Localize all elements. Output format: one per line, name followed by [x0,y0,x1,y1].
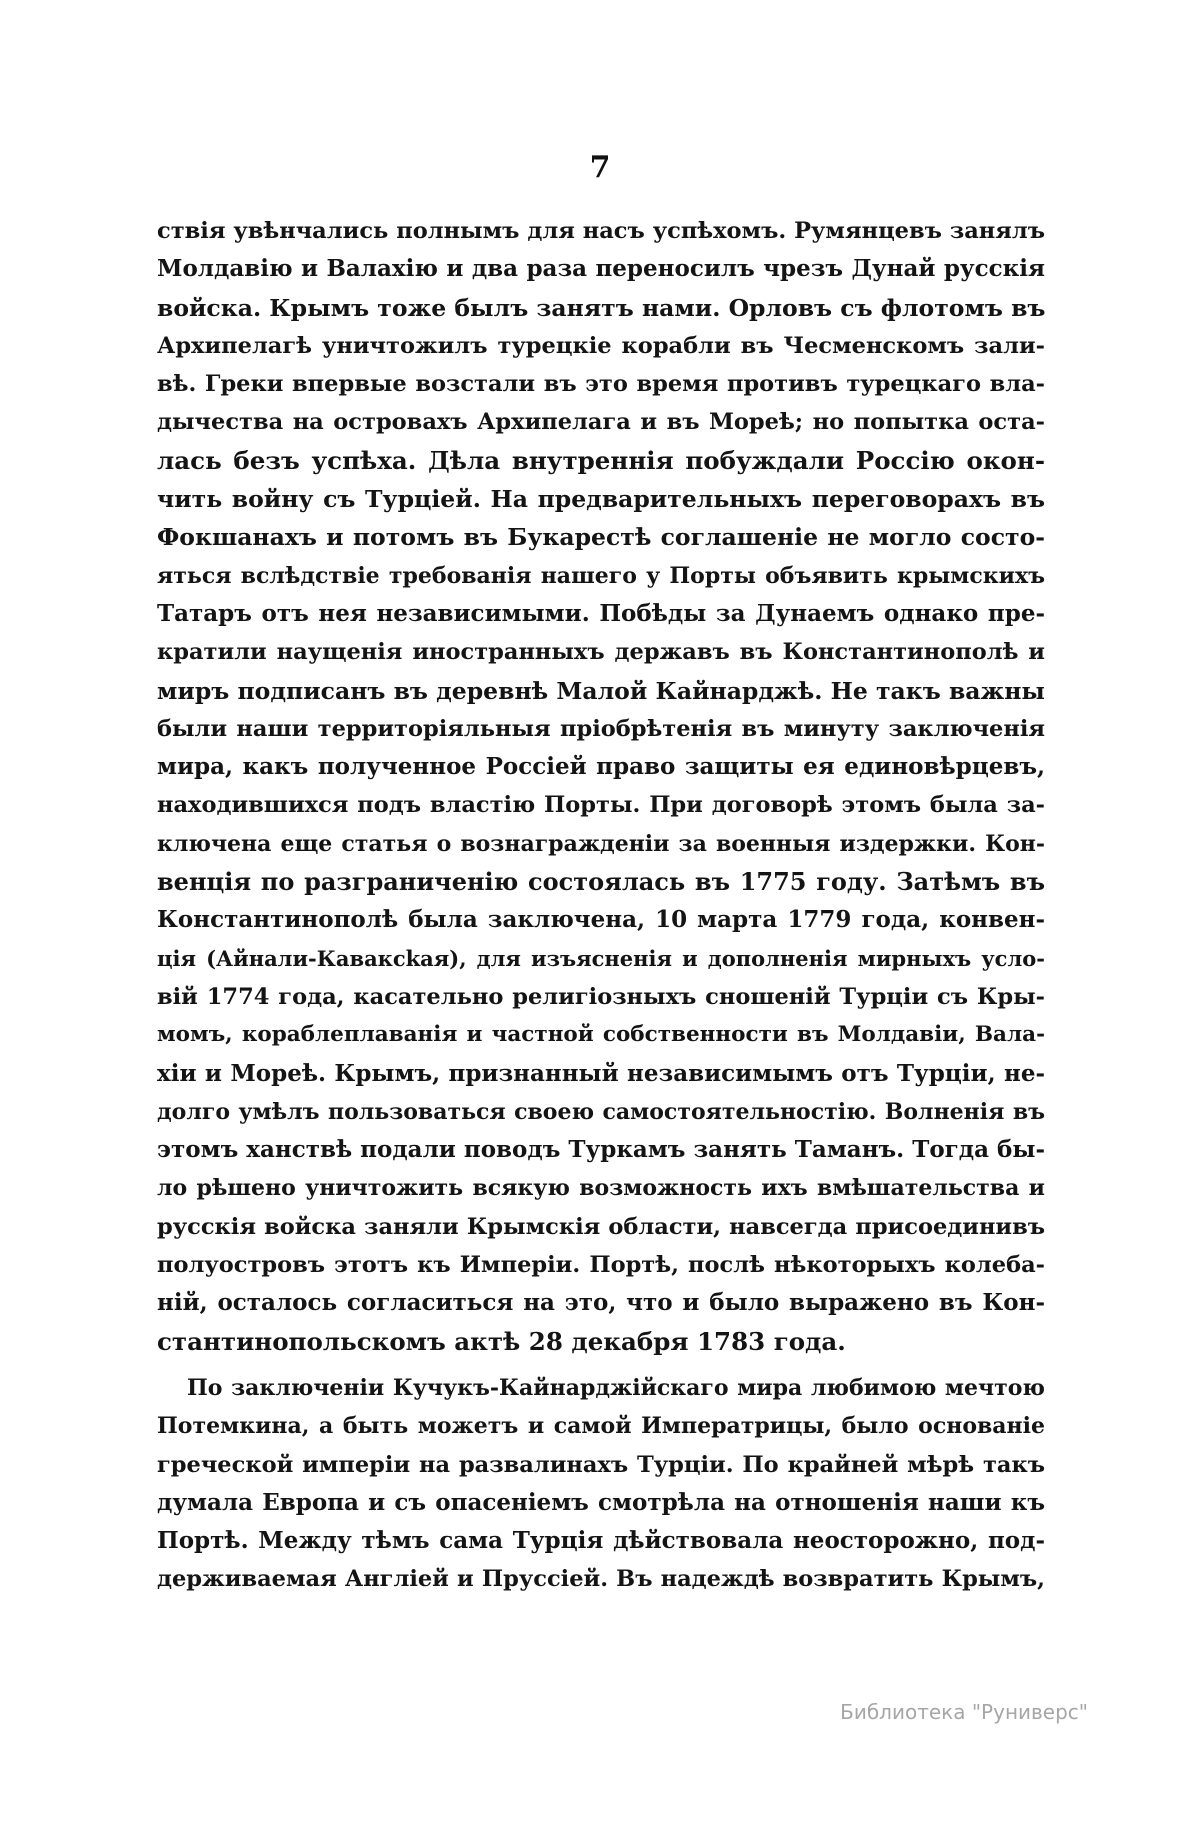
text-line: Потемкина, а быть можетъ и самой Императрицы, было основаніе [157,1413,1045,1440]
text-line: этомъ ханствѣ подали поводъ Туркамъ занять Таманъ. Тогда бы- [157,1136,1045,1164]
paragraph-2 [157,1369,1045,1599]
text-line: ло рѣшено уничтожить всякую возможность ихъ вмѣшательства и [157,1175,1045,1202]
text-line: были наши территоріяльныя пріобрѣтенія въ минуту заключенія [157,715,1045,742]
text-line: Константинополѣ была заключена, 10 марта 1779 года, конвен- [157,906,1045,934]
text-line: ній, осталось согласиться на это, что и было выражено въ Кон- [157,1289,1045,1317]
paragraph-1 [157,212,1045,1361]
text-line: русскія войска заняли Крымскія области, навсегда присоединивъ [157,1213,1045,1240]
text-line: вій 1774 года, касательно религіозныхъ сношеній Турціи съ Кры- [157,983,1045,1010]
text-line: Архипелагѣ уничтожилъ турецкіе корабли въ Чесменскомъ зали- [157,332,1045,359]
text-line: момъ, кораблеплаванія и частной собственности въ Молдавіи, Вала- [157,1022,1045,1048]
text-line: яться вслѣдствіе требованія нашего у Порты объявить крымскихъ [157,562,1045,589]
text-line: думала Европа и съ опасеніемъ смотрѣла на отношенія наши къ [157,1488,1045,1516]
page-number: 7 [589,150,611,185]
text-line: чить войну съ Турціей. На предварительныхъ переговорахъ въ [157,485,1045,514]
text-line: венція по разграниченію состоялась въ 1775 году. Затѣмъ въ [157,867,1045,897]
text-line: ствія увѣнчались полнымъ для насъ успѣхомъ. Румянцевъ занялъ [157,218,1045,244]
text-line: находившихся подъ властію Порты. При договорѣ этомъ была за- [157,792,1045,819]
text-line: По заключеніи Кучукъ-Кайнарджійскаго мира любимою мечтою [187,1374,1045,1401]
library-watermark: Библиотека "Руниверс" [840,1700,1088,1724]
text-line: мира, какъ полученное Россіей право защиты ея единовѣрцевъ, [157,753,1045,781]
text-line: лась безъ успѣха. Дѣла внутреннія побуждали Россію окон- [157,445,1045,475]
text-line: войска. Крымъ тоже былъ занятъ нами. Орловъ съ флотомъ въ [157,293,1046,322]
body-text [157,212,1045,1599]
text-line: хіи и Мореѣ. Крымъ, признанный независимымъ отъ Турціи, не- [157,1059,1045,1087]
text-line: греческой имперіи на развалинахъ Турціи. По крайней мѣрѣ такъ [157,1451,1045,1478]
text-line: Портѣ. Между тѣмъ сама Турція дѣйствовала неосторожно, под- [157,1527,1045,1555]
text-line: вѣ. Греки впервые возстали въ это время противъ турецкаго вла- [157,371,1045,398]
text-line: дычества на островахъ Архипелага и въ Мореѣ; но попытка оста- [157,409,1045,436]
text-line: кратили наущенія иностранныхъ державъ въ Константинополѣ и [157,639,1045,666]
text-line: стантинопольскомъ актѣ 28 декабря 1783 года. [157,1326,846,1356]
text-line: полуостровъ этотъ къ Имперіи. Портѣ, послѣ нѣкоторыхъ колеба- [157,1252,1045,1279]
text-line: долго умѣлъ пользоваться своею самостоятельностію. Волненія въ [157,1098,1045,1125]
text-line: держиваемая Англіей и Пруссіей. Въ надеждѣ возвратить Крымъ, [157,1566,1045,1593]
text-line: Татаръ отъ нея независимыми. Побѣды за Дунаемъ однако пре- [157,599,1045,627]
paragraph-gap [157,1361,1045,1369]
text-line: ція (Айнали-Каваксkая), для изъясненія и дополненія мирныхъ усло- [157,945,1045,971]
text-line: Молдавію и Валахію и два раза переносилъ чрезъ Дунай русскія [157,255,1045,283]
text-line: ключена еще статья о вознагражденіи за военныя издержки. Кон- [157,830,1045,857]
text-line: Фокшанахъ и потомъ въ Букарестѣ соглашеніе не могло состо- [157,523,1045,552]
text-line: миръ подписанъ въ деревнѣ Малой Кайнарджѣ. Не такъ важны [157,676,1045,705]
